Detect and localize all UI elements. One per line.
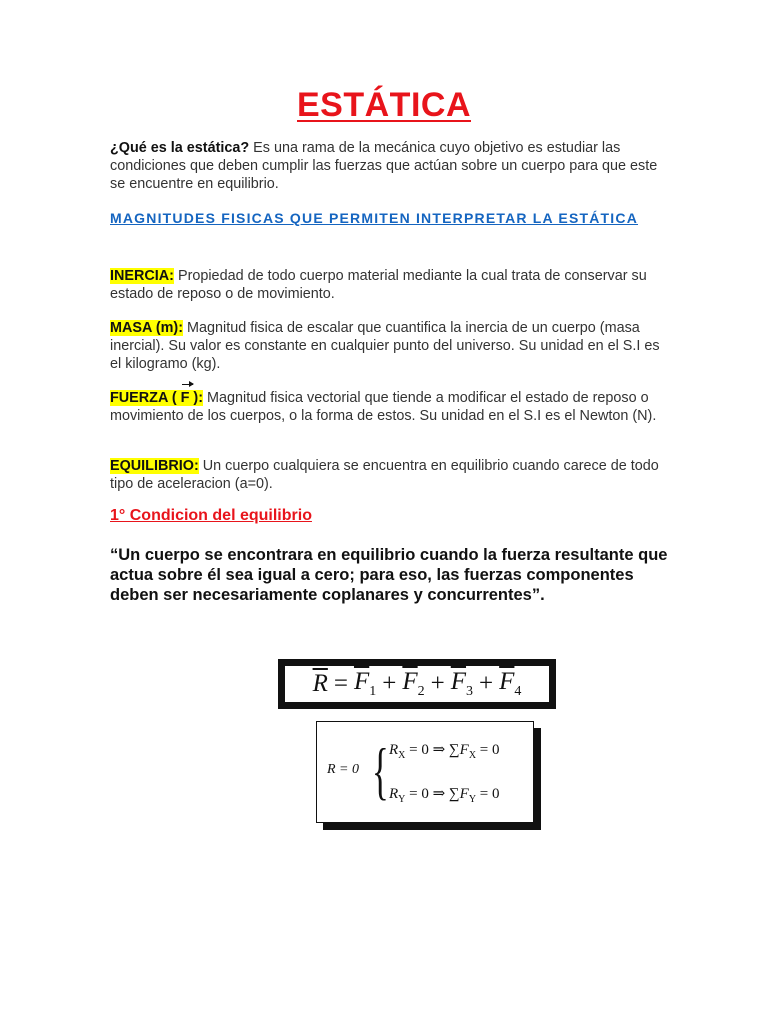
inercia-label: INERCIA:	[110, 268, 174, 284]
section-heading: MAGNITUDES FISICAS QUE PERMITEN INTERPRETAR LA ESTÁTICA	[110, 210, 639, 226]
fuerza-label-pre: FUERZA (	[110, 390, 181, 406]
plus-sign: +	[382, 670, 397, 697]
equilibrio-label: EQUILIBRIO:	[110, 458, 199, 474]
page-title: ESTÁTICA	[297, 86, 471, 124]
force-vector-symbol: F	[180, 390, 190, 406]
plus-sign: +	[479, 670, 494, 697]
equilibrium-conditions-equation	[316, 721, 534, 823]
fuerza-text: Magnitud fisica vectorial que tiende a modificar el estado de reposo o movimiento de los cuerpos, o la forma de estos. Su unidad en el S.I es el Newton (N).	[110, 390, 657, 424]
equation-content	[284, 665, 550, 703]
equals-sign: =	[333, 670, 348, 697]
brace-icon: {	[371, 735, 389, 806]
force-term-2: $\overline{F}_2$	[402, 668, 425, 699]
force-term-3: $\overline{F}_3$	[450, 668, 474, 699]
intro-paragraph	[110, 139, 670, 193]
equilibrio-text: Un cuerpo cualquiera se encuentra en equilibrio cuando carece de todo tipo de aceleracion (a=0).	[110, 458, 659, 492]
force-term-4: $\overline{F}_4$	[499, 668, 522, 699]
inercia-text: Propiedad de todo cuerpo material mediante la cual trata de conservar su estado de reposo o de movimiento.	[110, 268, 647, 302]
condition-heading: 1° Condicion del equilibrio	[110, 507, 312, 524]
definition-equilibrio	[110, 457, 670, 493]
x-component-row: $R_X = 0$ ⇒ $\sum F_X = 0$	[389, 742, 500, 761]
fuerza-label-post: ):	[189, 390, 204, 406]
y-component-row: $R_Y = 0$ ⇒ $\sum F_Y = 0$	[389, 786, 500, 805]
definition-fuerza	[110, 389, 670, 425]
masa-label: MASA (m):	[110, 320, 184, 336]
definition-inercia	[110, 267, 670, 303]
resultant-symbol: $\overline{R}$	[312, 670, 328, 697]
definition-masa	[110, 319, 670, 373]
resultant-force-equation	[278, 659, 556, 709]
fuerza-label	[110, 390, 203, 406]
masa-text: Magnitud fisica de escalar que cuantifica la inercia de un cuerpo (masa inercial). Su valor es constante en cualquier punto del universo. Su unidad en el S.I es el kilogramo (kg).	[110, 320, 660, 372]
force-term-1: $\overline{F}_1$	[353, 668, 377, 699]
resultant-zero: R = 0	[327, 762, 359, 777]
plus-sign: +	[430, 670, 445, 697]
intro-label: ¿Qué es la estática?	[110, 140, 250, 156]
equilibrium-quote: “Un cuerpo se encontrara en equilibrio cuando la fuerza resultante que actua sobre él sea igual a cero; para eso, las fuerzas componentes deben ser necesariamente coplanares y concurrentes”.	[110, 546, 668, 604]
intro-text: Es una rama de la mecánica cuyo objetivo es estudiar las condiciones que deben cumplir las fuerzas que actúan sobre un cuerpo para que este se encuentre en equilibrio.	[110, 140, 658, 192]
